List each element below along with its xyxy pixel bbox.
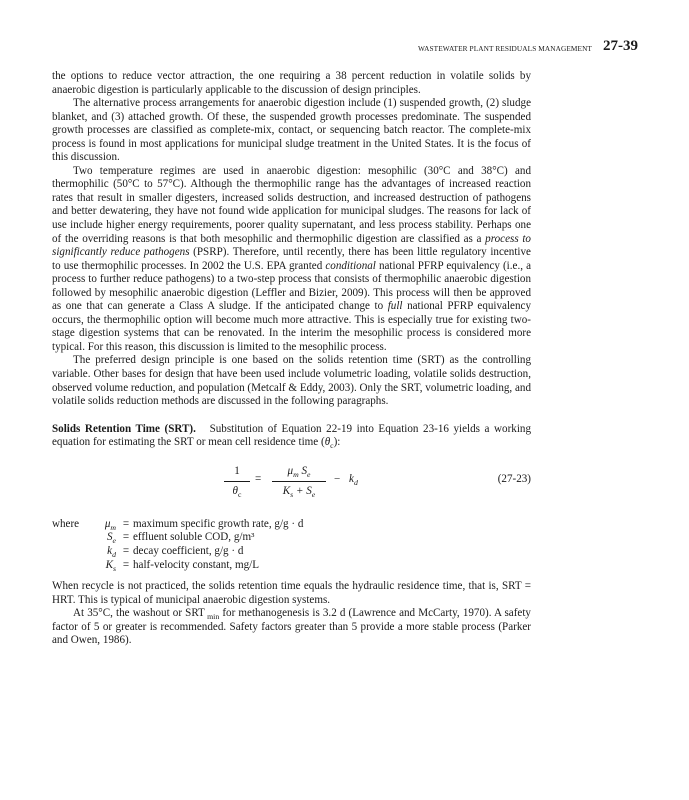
- definition-indent: [52, 545, 92, 559]
- s-symbol: S: [298, 464, 308, 477]
- subscript: c: [238, 489, 242, 499]
- text-span: (PSRP). Therefore, until recently, there has been little regulatory incentive to use thermophilic processes. In 2002 the U.S. EPA granted: [52, 246, 531, 272]
- symbol-letter: μ: [104, 517, 111, 530]
- subscript: s: [112, 563, 116, 573]
- definition-indent: [52, 559, 92, 573]
- kd-term: [349, 473, 358, 487]
- subscript: d: [353, 477, 358, 487]
- page-header: [52, 38, 638, 58]
- definition-row: [52, 545, 531, 559]
- paragraph-temperature-regimes: [52, 165, 531, 355]
- subscript: min: [204, 612, 220, 622]
- paragraph-vector-attraction: the options to reduce vector attraction, the one requiring a 38 percent reduction in volatile solids by anaerobic digestion is particularly applicable to the discussion of design principles.: [52, 70, 531, 96]
- paragraph-recycle: When recycle is not practiced, the solids retention time equals the hydraulic residence time, that is, SRT = HRT. This is typical of municipal anaerobic digestion systems.: [52, 580, 531, 606]
- definition-text: maximum specific growth rate, g/g · d: [133, 517, 304, 530]
- definition-row: [52, 531, 531, 545]
- definition-symbol: [92, 518, 119, 532]
- lhs-fraction: [224, 464, 250, 499]
- equals-sign: =: [122, 517, 130, 530]
- k-symbol: K: [282, 484, 291, 497]
- text-span: for methanogenesis is 3.2 d (Lawrence and McCarty, 1970). A safety factor of 5 or greater is recommended. Safety factors greater than 5 provide a more stable process (Parker and Owen, 1986).: [52, 607, 531, 647]
- equals-sign: =: [255, 472, 262, 485]
- rhs-fraction: [272, 464, 326, 499]
- definition-symbol: [92, 545, 119, 559]
- equals-sign: =: [122, 544, 130, 557]
- mu-symbol: μ: [287, 464, 294, 477]
- subscript: e: [311, 489, 316, 499]
- rhs-denominator: [272, 484, 326, 499]
- symbol-letter: S: [107, 531, 113, 544]
- subscript: s: [290, 489, 294, 499]
- definition-text: effluent soluble COD, g/m³: [133, 531, 255, 544]
- plus-s-symbol: + S: [293, 484, 312, 497]
- definition-symbol: [92, 559, 119, 573]
- fraction-bar: [272, 481, 326, 482]
- variable-definitions: [52, 518, 531, 572]
- subscript: m: [293, 469, 299, 479]
- text-span: ):: [333, 436, 341, 449]
- lhs-numerator: 1: [234, 464, 240, 477]
- symbol-letter: k: [107, 544, 113, 557]
- text-span: national PFRP equivalency occurs, the thermophilic option will become much more attractive. This is especially true for existing two-stage digestion systems that can be renovated. In the interim the mesophilic process is considered more typical. For this reason, this discussion is limited to the mesophilic process.: [52, 300, 531, 353]
- subscript: e: [112, 536, 116, 546]
- text-span: national PFRP equivalency (i.e., a process to further reduce pathogens) to a two-step process that consists of thermophilic anaerobic digestion followed by mesophilic anaerobic digestion (Leffler and Bizier, 2009). This process will then be approved as one that can generate a Class A sludge. If the anticipated change to: [52, 259, 531, 313]
- definition-indent: [52, 531, 92, 545]
- text-span: Substitution of Equation 22-19 into Equation 23-16 yields a working equation for estimating the SRT or mean cell residence time (: [52, 422, 531, 449]
- equals-sign: =: [122, 558, 130, 571]
- rhs-numerator: [272, 464, 326, 479]
- fraction-bar: [224, 481, 250, 482]
- spacer: [52, 409, 531, 423]
- where-label: where: [52, 517, 80, 530]
- paragraph-design-principle: The preferred design principle is one based on the solids retention time (SRT) as the controlling variable. Other bases for design that have been used include volumetric loading, volatile solids destruction, observed volume reduction, and population (Metcalf & Eddy, 2003). Only the SRT, volumetric loading, and volatile solids reduction methods are discussed in the following paragraphs.: [52, 354, 531, 408]
- equation-number: (27-23): [497, 472, 531, 485]
- subscript: d: [112, 550, 116, 560]
- definition-symbol: [92, 531, 119, 545]
- k-symbol: k: [349, 472, 354, 485]
- text-span: At 35°C, the washout or SRT: [73, 607, 205, 620]
- page-number: 27-39: [603, 38, 638, 54]
- symbol-letter: K: [105, 558, 113, 571]
- body-text: [52, 70, 531, 648]
- subscript: c: [330, 441, 334, 451]
- theta-symbol: θ: [324, 436, 331, 449]
- text-span: Two temperature regimes are used in anaerobic digestion: mesophilic (30°C and 38°C) and thermophilic (50°C to 57°C). Although the thermophilic range has the advantages of increased reaction rates that result in smaller digesters, increased solids destruction, and increased destruction of pathogens and better dewatering, they have not found wide application for municipal sludges. The reasons for lack of use include higher energy requirements, poorer quality supernatant, and less process stability. Perhaps one of the overriding reasons is that both mesophilic and thermophilic digestion are classified as a: [52, 164, 531, 245]
- paragraph-process-arrangements: The alternative process arrangements for anaerobic digestion include (1) suspended growth, (2) sludge blanket, and (3) attached growth. Of these, the suspended growth processes predominate. The suspended growth processes are classified as complete-mix, contact, or sequencing batch reactor. The complete-mix process is found in most applications for municipal sludge treatment in the United States. It is the focus of this discussion.: [52, 97, 531, 164]
- lhs-denominator: [224, 484, 250, 499]
- definition-text: half-velocity constant, mg/L: [133, 558, 260, 571]
- definition-row: [52, 518, 531, 532]
- emphasis-psrp: process to significantly reduce pathogens: [52, 232, 531, 259]
- running-head: WASTEWATER PLANT RESIDUALS MANAGEMENT: [417, 44, 592, 53]
- theta-symbol: θ: [232, 484, 238, 497]
- definition-row: [52, 559, 531, 573]
- equals-sign: =: [122, 531, 130, 544]
- definition-text: decay coefficient, g/g · d: [133, 544, 244, 557]
- paragraph-washout: [52, 607, 531, 648]
- subscript: e: [307, 469, 311, 479]
- equation-27-23: [52, 462, 531, 508]
- minus-sign: −: [334, 472, 341, 485]
- paragraph-srt-intro: [52, 423, 531, 450]
- emphasis-conditional: conditional: [325, 259, 376, 272]
- section-heading: Solids Retention Time (SRT).: [52, 422, 196, 435]
- subscript: m: [110, 522, 116, 532]
- emphasis-full: full: [387, 300, 403, 313]
